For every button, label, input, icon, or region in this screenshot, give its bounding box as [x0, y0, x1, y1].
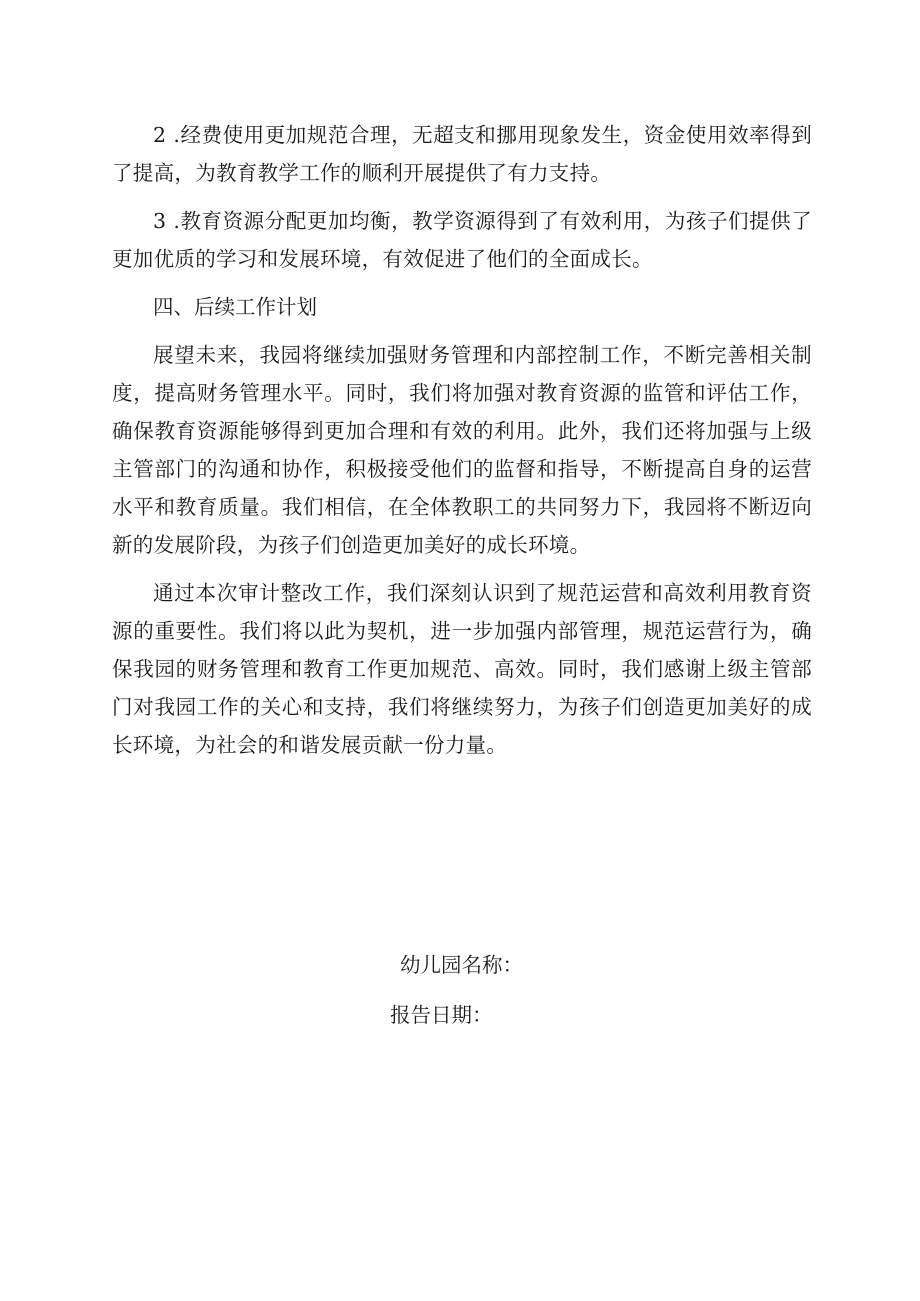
result-item-2: 2 .经费使用更加规范合理，无超支和挪用现象发生，资金使用效率得到了提高，为教育教学工作的顺利开展提供了有力支持。: [112, 123, 812, 185]
plan-paragraph: 展望未来，我园将继续加强财务管理和内部控制工作，不断完善相关制度，提高财务管理水平。同时，我们将加强对教育资源的监管和评估工作，确保教育资源能够得到更加合理和有效的利用。此外，我们还将加强与上级主管部门的沟通和协作，积极接受他们的监督和指导，不断提高自身的运营水平和教育质量。我们相信，在全体教职工的共同努力下，我园将不断迈向新的发展阶段，为孩子们创造更加美好的成长环境。: [112, 343, 812, 557]
document-body: [112, 116, 812, 774]
kindergarten-name-label: 幼儿园名称：: [400, 953, 523, 977]
signature-block: [0, 940, 920, 1040]
section-heading: 四、后续工作计划: [153, 295, 317, 319]
result-item-3: 3 .教育资源分配更加均衡，教学资源得到了有效利用，为孩子们提供了更加优质的学习和发展环境，有效促进了他们的全面成长。: [112, 209, 812, 271]
closing-paragraph: 通过本次审计整改工作，我们深刻认识到了规范运营和高效利用教育资源的重要性。我们将以此为契机，进一步加强内部管理，规范运营行为，确保我园的财务管理和教育工作更加规范、高效。同时，我们感谢上级主管部门对我园工作的关心和支持，我们将继续努力，为孩子们创造更加美好的成长环境，为社会的和谐发展贡献一份力量。: [112, 581, 812, 757]
report-date-label: 报告日期：: [390, 1003, 493, 1027]
